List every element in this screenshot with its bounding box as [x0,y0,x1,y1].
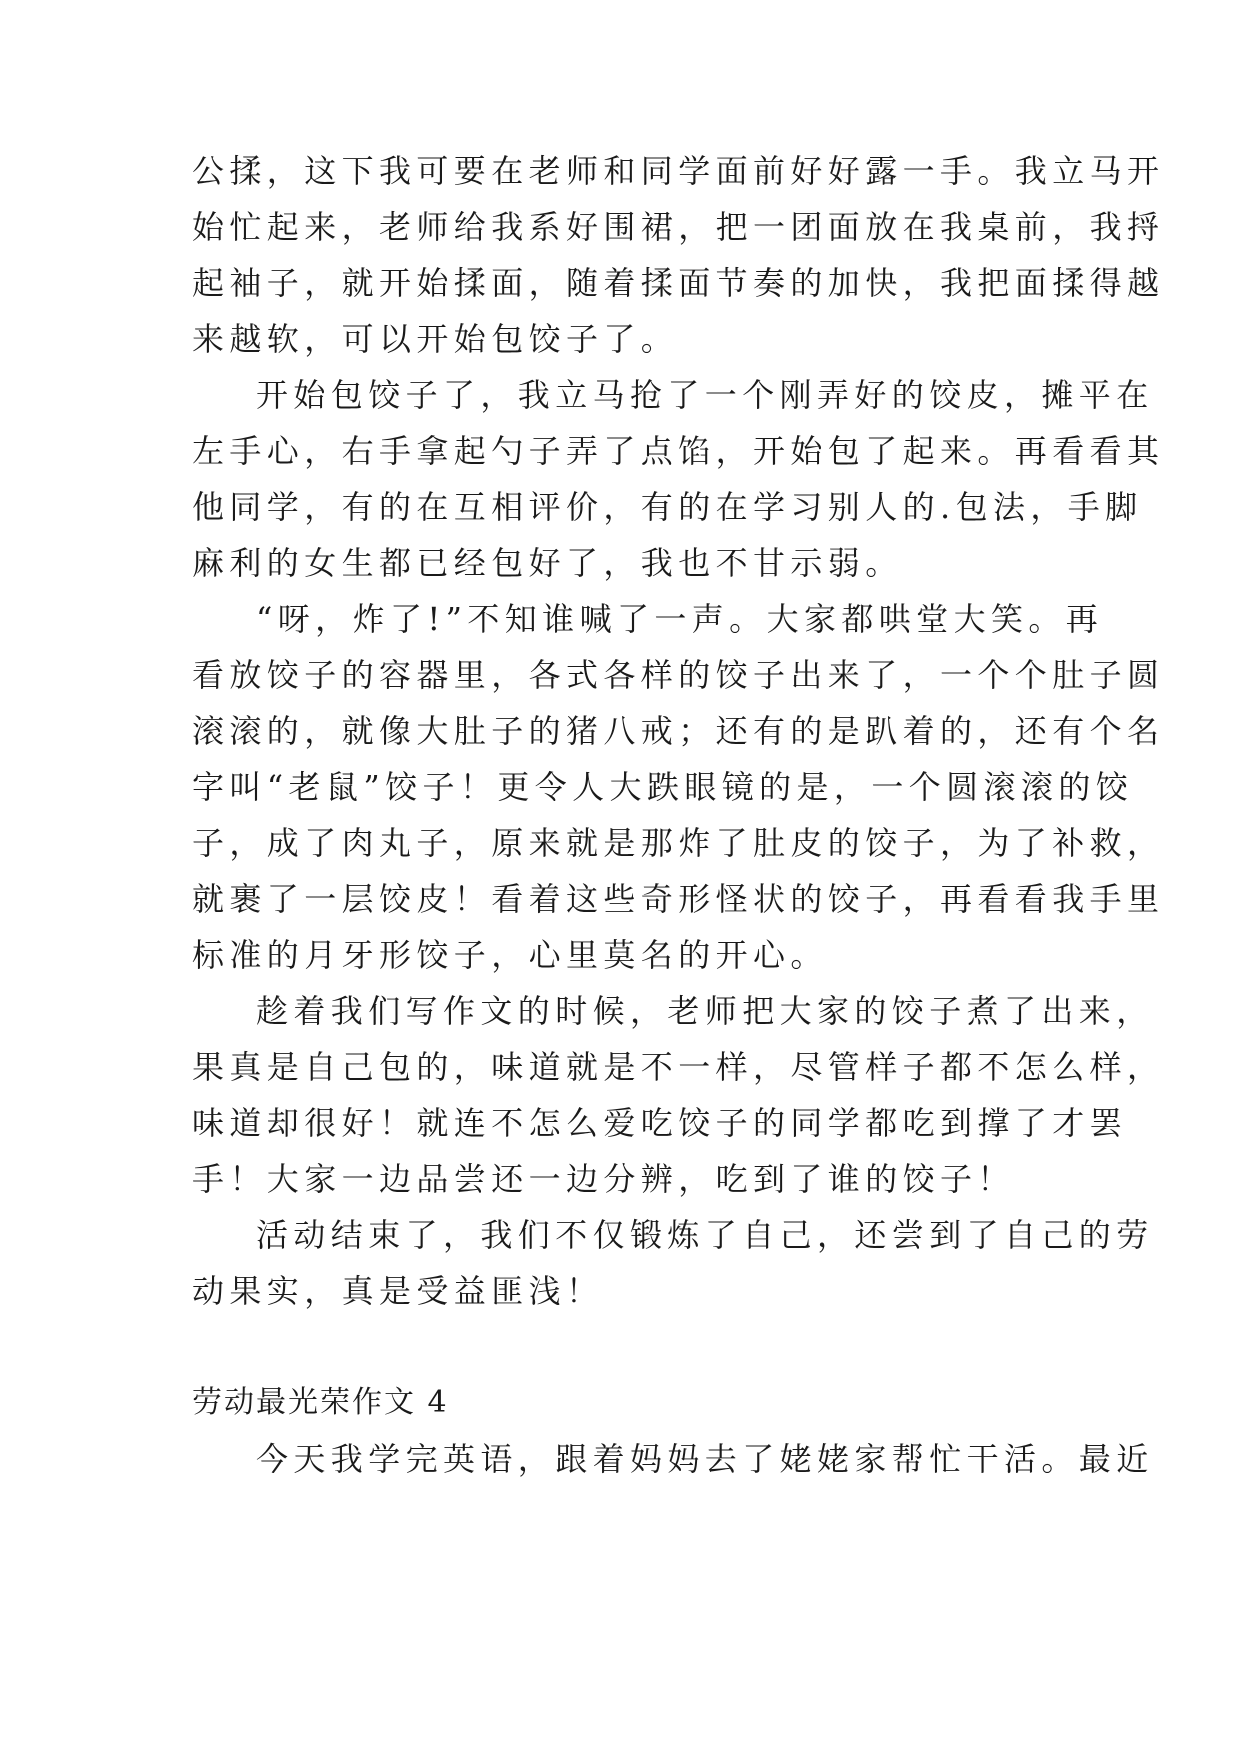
text-line: 标准的月牙形饺子，心里莫名的开心。 [192,936,828,974]
section-title: 劳动最光荣作文 4 [192,1385,449,1420]
text-line: 来越软，可以开始包饺子了。 [192,320,679,358]
text-line: 味道却很好！就连不怎么爱吃饺子的同学都吃到撑了才罢 [192,1104,1128,1142]
text-line: 看放饺子的容器里，各式各样的饺子出来了，一个个肚子圆 [192,656,1165,694]
paragraph-start: 活动结束了，我们不仅锻炼了自己，还尝到了自己的劳 [256,1216,1154,1254]
paragraph-start: 开始包饺子了，我立马抢了一个刚弄好的饺皮，摊平在 [256,376,1154,414]
text-line: 子，成了肉丸子，原来就是那炸了肚皮的饺子，为了补救， [192,824,1165,862]
paragraph-start: 趁着我们写作文的时候，老师把大家的饺子煮了出来， [256,992,1154,1030]
text-line: 他同学，有的在互相评价，有的在学习别人的.包法，手脚 [192,488,1143,526]
text-line: 左手心，右手拿起勺子弄了点馅，开始包了起来。再看看其 [192,432,1165,470]
text-line: 麻利的女生都已经包好了，我也不甘示弱。 [192,544,903,582]
text-line: 果真是自己包的，味道就是不一样，尽管样子都不怎么样， [192,1048,1165,1086]
text-line: 手！大家一边品尝还一边分辨，吃到了谁的饺子！ [192,1160,1015,1198]
text-line: 就裹了一层饺皮！看着这些奇形怪状的饺子，再看看我手里 [192,880,1165,918]
text-line: 动果实，真是受益匪浅！ [192,1272,604,1310]
paragraph-start: “呀，炸了!”不知谁喊了一声。大家都哄堂大笑。再 [256,600,1104,638]
text-line: 始忙起来，老师给我系好围裙，把一团面放在我桌前，我捋 [192,208,1165,246]
text-line: 字叫“老鼠”饺子！更令人大跌眼镜的是，一个圆滚滚的饺 [192,768,1134,806]
paragraph-start: 今天我学完英语，跟着妈妈去了姥姥家帮忙干活。最近 [256,1440,1154,1478]
text-line: 滚滚的，就像大肚子的猪八戒；还有的是趴着的，还有个名 [192,712,1165,750]
text-line: 公揉，这下我可要在老师和同学面前好好露一手。我立马开 [192,152,1165,190]
text-line: 起袖子，就开始揉面，随着揉面节奏的加快，我把面揉得越 [192,264,1165,302]
